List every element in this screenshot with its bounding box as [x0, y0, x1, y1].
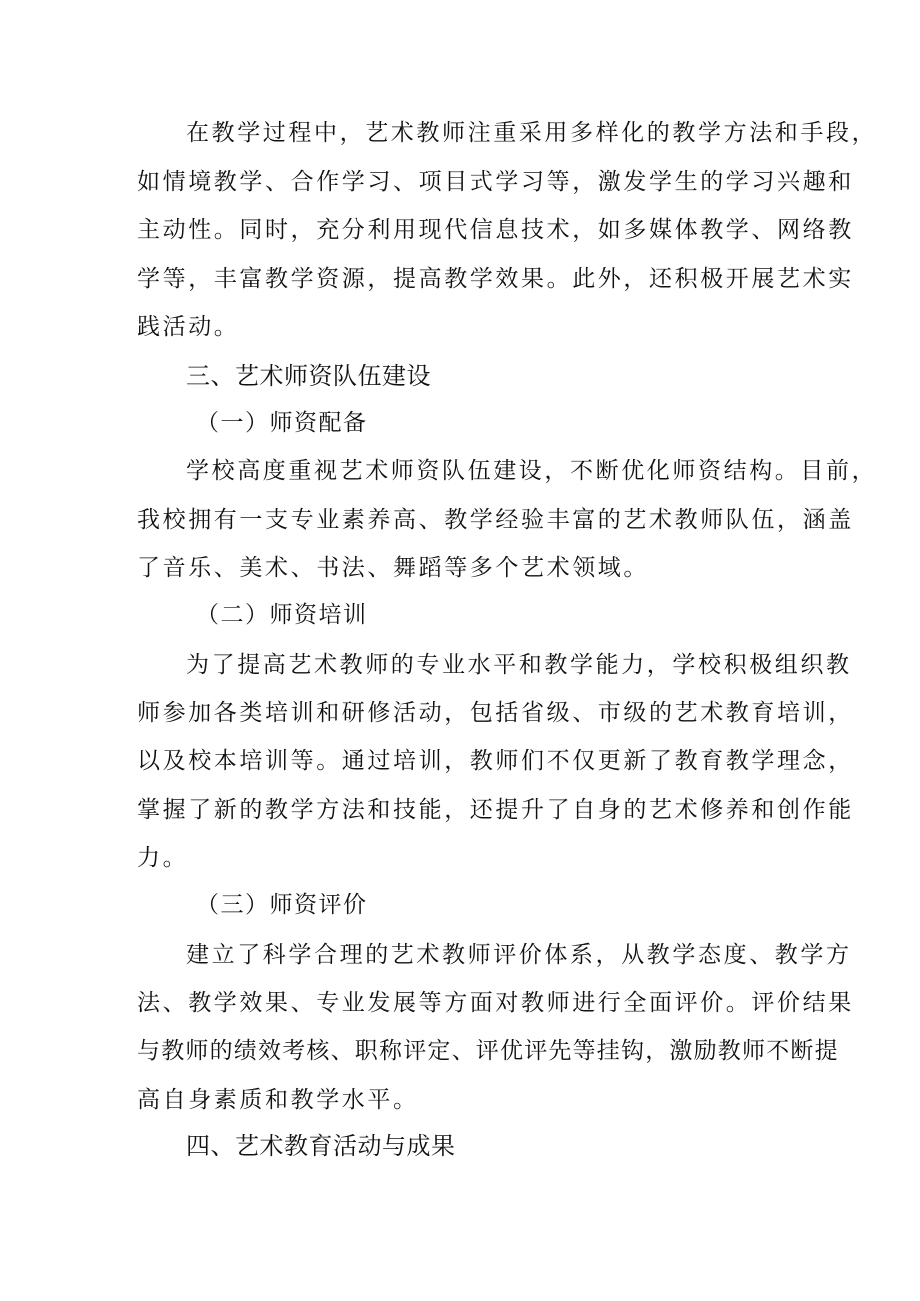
paragraph-line: 主动性。同时，充分利用现代信息技术，如多媒体教学、网络教 — [137, 217, 854, 243]
paragraph-line: 建立了科学合理的艺术教师评价体系，从教学态度、教学方 — [186, 942, 852, 968]
paragraph-line: 与教师的绩效考核、职称评定、评优评先等挂钩，激励教师不断提 — [137, 1038, 839, 1064]
subsection-title: （二）师资培训 — [196, 602, 368, 628]
paragraph-line: 力。 — [137, 845, 189, 871]
subsection-title: （一）师资配备 — [196, 410, 368, 436]
paragraph-line: 掌握了新的教学方法和技能，还提升了自身的艺术修养和创作能 — [137, 797, 854, 823]
paragraph-line: 为了提高艺术教师的专业水平和教学能力，学校积极组织教 — [186, 652, 852, 678]
paragraph-line: 如情境教学、合作学习、项目式学习等，激发学生的学习兴趣和 — [137, 169, 854, 195]
subsection-title: （三）师资评价 — [196, 892, 368, 918]
paragraph-line: 以及校本培训等。通过培训，教师们不仅更新了教育教学理念， — [137, 748, 854, 774]
paragraph-line: 践活动。 — [137, 314, 240, 340]
paragraph-line: 我校拥有一支专业素养高、教学经验丰富的艺术教师队伍，涵盖 — [137, 507, 854, 533]
paragraph-line: 了音乐、美术、书法、舞蹈等多个艺术领域。 — [137, 555, 649, 581]
paragraph-line: 学等，丰富教学资源，提高教学效果。此外，还积极开展艺术实 — [137, 266, 854, 292]
paragraph-line: 高自身素质和教学水平。 — [137, 1087, 419, 1113]
paragraph-line: 学校高度重视艺术师资队伍建设，不断优化师资结构。目前， — [186, 458, 878, 484]
paragraph-line: 法、教学效果、专业发展等方面对教师进行全面评价。评价结果 — [137, 990, 854, 1016]
section-heading: 四、艺术教育活动与成果 — [186, 1132, 456, 1160]
paragraph-line: 师参加各类培训和研修活动，包括省级、市级的艺术教育培训， — [137, 700, 854, 726]
paragraph-line: 在教学过程中，艺术教师注重采用多样化的教学方法和手段， — [186, 120, 878, 146]
section-heading: 三、艺术师资队伍建设 — [186, 362, 431, 390]
